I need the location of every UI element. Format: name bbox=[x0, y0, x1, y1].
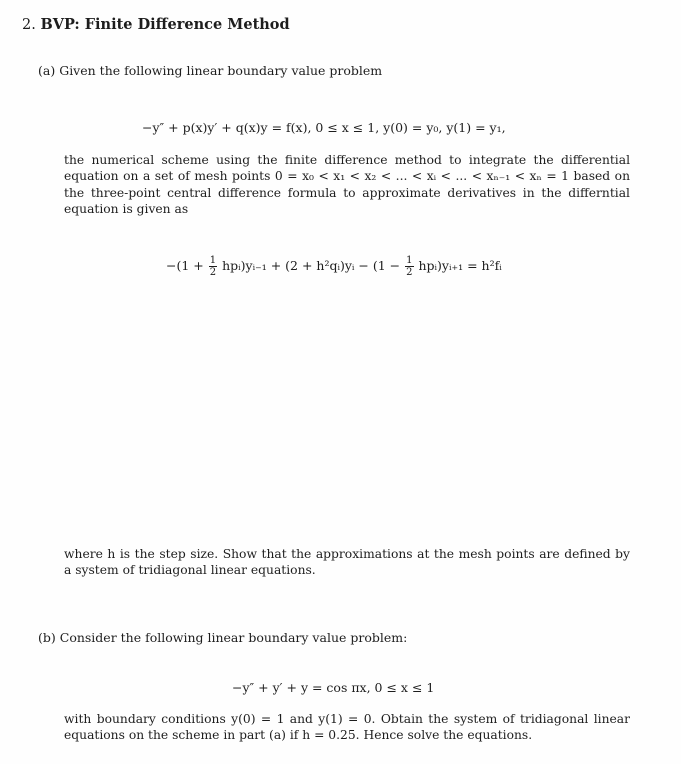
section-heading bbox=[22, 17, 290, 33]
part-a-intro-line bbox=[38, 63, 382, 79]
scheme-fraction-1-den: 2 bbox=[209, 267, 217, 278]
scheme-term-3: hpᵢ)yᵢ₊₁ = h²fᵢ bbox=[418, 258, 502, 273]
part-a-question: where h is the step size. Show that the approximations at the mesh points are defined by a system of tridiagonal linear equations. bbox=[64, 547, 630, 578]
scheme-fraction-2 bbox=[405, 255, 413, 278]
scheme-fraction-1 bbox=[209, 255, 217, 278]
section-title: BVP: Finite Difference Method bbox=[40, 16, 290, 33]
part-b-bvp-equation: −y″ + y′ + y = cos πx, 0 ≤ x ≤ 1 bbox=[232, 680, 435, 695]
scheme-fraction-2-num: 1 bbox=[406, 255, 413, 266]
part-b-question: with boundary conditions y(0) = 1 and y(1) = 0. Obtain the system of tridiagonal linear equations on the scheme in part (a) if h = 0.25. Hence solve the equations. bbox=[64, 712, 630, 743]
part-a-bvp-equation: −y″ + p(x)y′ + q(x)y = f(x), 0 ≤ x ≤ 1, y(0) = y₀, y(1) = y₁, bbox=[142, 120, 506, 135]
scheme-fraction-2-den: 2 bbox=[406, 267, 413, 278]
section-number: 2. bbox=[22, 17, 36, 33]
part-a-label: (a) bbox=[38, 63, 56, 78]
scheme-term-1: −(1 + bbox=[166, 258, 204, 273]
scheme-fraction-1-num: 1 bbox=[209, 255, 217, 266]
part-a-intro: Given the following linear boundary value problem bbox=[59, 63, 383, 78]
part-b-intro: Consider the following linear boundary value problem: bbox=[59, 630, 408, 645]
part-b-intro-line bbox=[38, 630, 407, 646]
part-a-paragraph: the numerical scheme using the finite difference method to integrate the differential equation on a set of mesh points 0 = x₀ < x₁ < x₂ < ... < xᵢ < ... < xₙ₋₁ < xₙ = 1 based on the three-point central difference formula to approximate derivatives in the differntial equation is given as bbox=[64, 153, 630, 217]
scheme-term-2: hpᵢ)yᵢ₋₁ + (2 + h²qᵢ)yᵢ − (1 − bbox=[222, 258, 401, 273]
part-b-label: (b) bbox=[38, 630, 56, 645]
part-a-scheme-equation bbox=[166, 255, 502, 278]
